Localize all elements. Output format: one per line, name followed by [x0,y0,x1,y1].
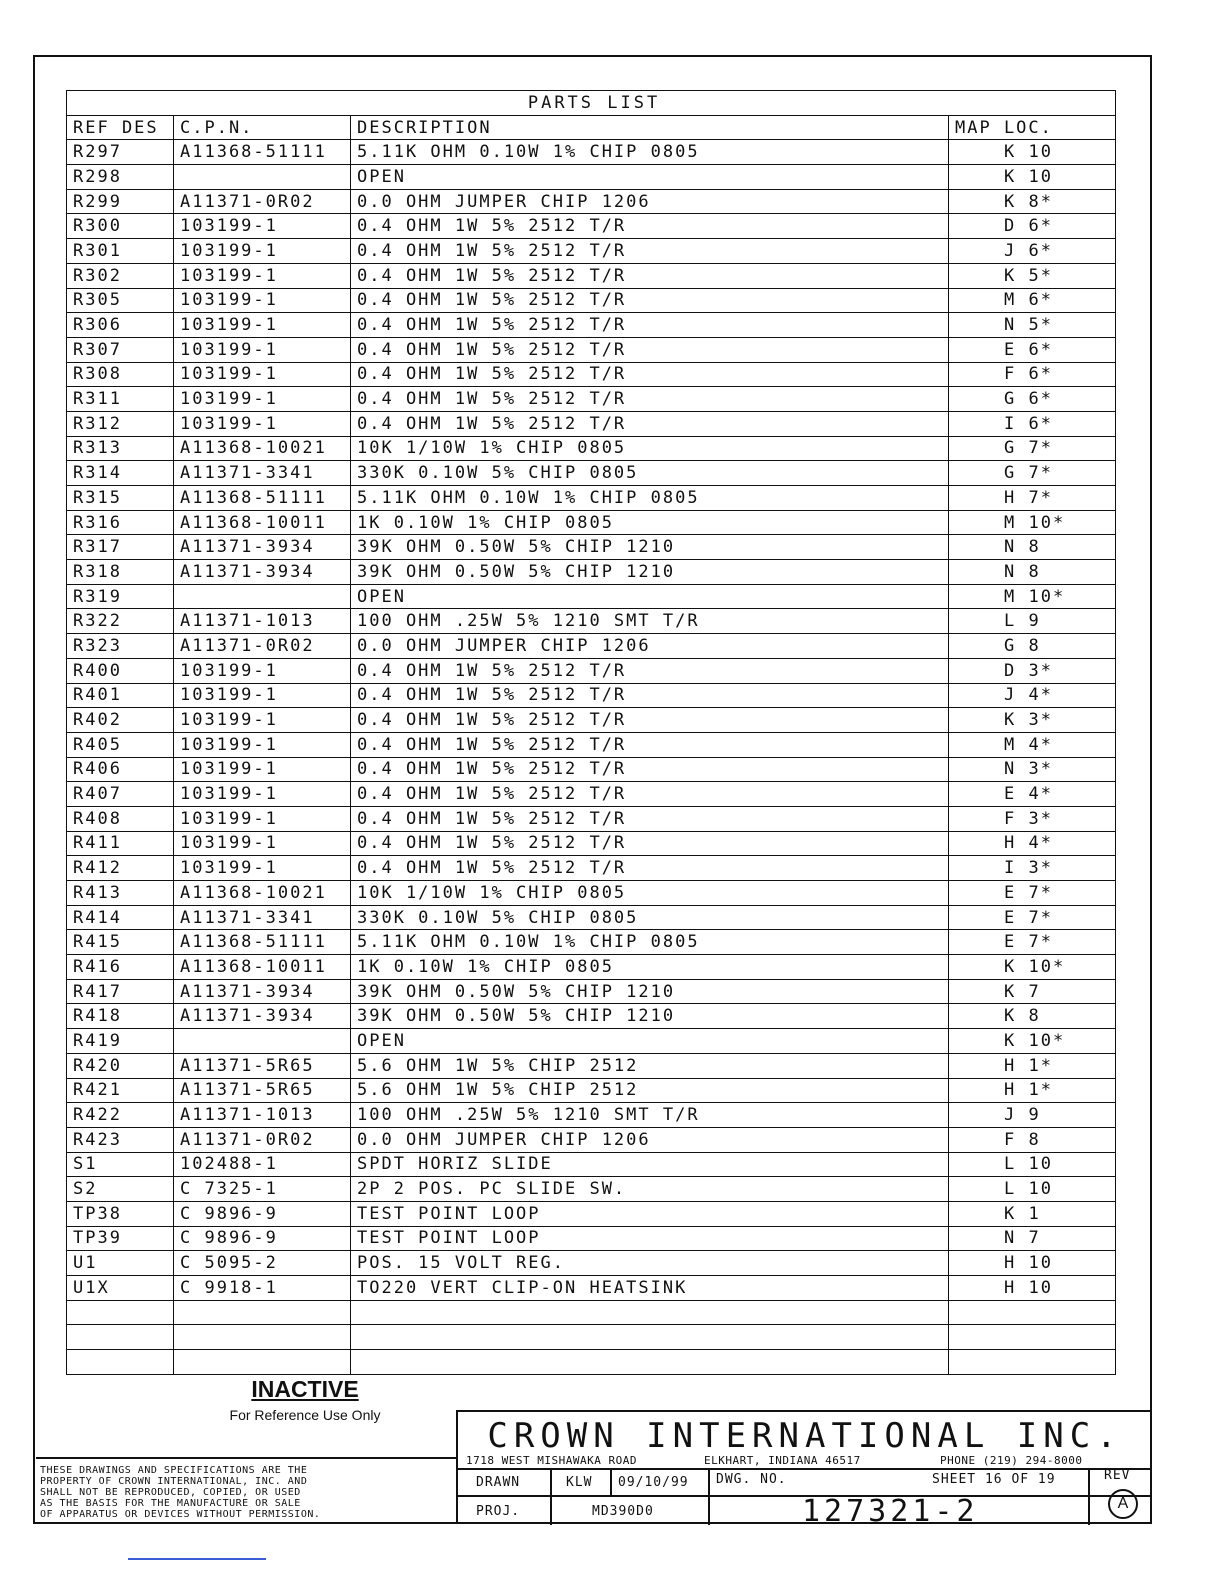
map-loc-cell: K 8 [949,1004,1116,1029]
map-loc-cell: G 6* [949,387,1116,412]
description-cell: 0.4 OHM 1W 5% 2512 T/R [351,856,949,881]
map-loc-cell: D 3* [949,658,1116,683]
table-row [67,189,1116,214]
table-row [67,584,1116,609]
description-cell: 0.4 OHM 1W 5% 2512 T/R [351,387,949,412]
table-row [67,313,1116,338]
ref-des-cell: R314 [67,461,174,486]
cpn-cell: A11368-51111 [174,140,351,165]
map-loc-cell: G 8 [949,634,1116,659]
map-loc-cell: F 3* [949,806,1116,831]
table-row [67,1177,1116,1202]
description-cell: 39K OHM 0.50W 5% CHIP 1210 [351,979,949,1004]
ref-des-cell: R407 [67,782,174,807]
map-loc-cell: F 8 [949,1127,1116,1152]
description-cell: 0.4 OHM 1W 5% 2512 T/R [351,263,949,288]
company-phone: PHONE (219) 294-8000 [940,1454,1083,1467]
table-row [67,1201,1116,1226]
map-loc-cell: E 4* [949,782,1116,807]
map-loc-cell: G 7* [949,461,1116,486]
description-cell: POS. 15 VOLT REG. [351,1251,949,1276]
description-cell: 1K 0.10W 1% CHIP 0805 [351,510,949,535]
cpn-cell: A11371-1013 [174,609,351,634]
table-row [67,1350,1116,1375]
map-loc-cell: N 7 [949,1226,1116,1251]
notice-line: AS THE BASIS FOR THE MANUFACTURE OR SALE [40,1498,301,1509]
description-cell [351,1350,949,1375]
map-loc-cell: I 3* [949,856,1116,881]
map-loc-cell: M 6* [949,288,1116,313]
table-row [67,955,1116,980]
cpn-cell: 103199-1 [174,856,351,881]
cpn-cell: A11371-0R02 [174,634,351,659]
description-cell: 330K 0.10W 5% CHIP 0805 [351,461,949,486]
map-loc-cell: L 10 [949,1152,1116,1177]
cpn-cell: A11371-0R02 [174,189,351,214]
cpn-cell: A11371-3934 [174,979,351,1004]
description-cell: 0.4 OHM 1W 5% 2512 T/R [351,757,949,782]
description-cell: 0.4 OHM 1W 5% 2512 T/R [351,313,949,338]
table-row [67,1226,1116,1251]
ref-des-cell: R414 [67,905,174,930]
ref-des-cell: R421 [67,1078,174,1103]
ref-des-cell: R315 [67,486,174,511]
description-cell: OPEN [351,165,949,190]
divider [610,1468,612,1495]
ref-des-cell: R400 [67,658,174,683]
cpn-cell: 103199-1 [174,239,351,264]
cpn-cell: A11371-3341 [174,461,351,486]
cpn-cell: 103199-1 [174,683,351,708]
margin-mark [128,1558,266,1560]
title-block [456,1410,1150,1529]
map-loc-cell: H 4* [949,831,1116,856]
table-row [67,510,1116,535]
table-row [67,881,1116,906]
divider [708,1468,710,1525]
ref-des-cell [67,1300,174,1325]
table-row [67,436,1116,461]
description-cell: 39K OHM 0.50W 5% CHIP 1210 [351,1004,949,1029]
ref-des-cell: R402 [67,708,174,733]
property-notice [36,1457,456,1523]
ref-des-cell: R306 [67,313,174,338]
table-row [67,1053,1116,1078]
table-row [67,1078,1116,1103]
map-loc-cell: K 1 [949,1201,1116,1226]
ref-des-cell: R313 [67,436,174,461]
table-row [67,1004,1116,1029]
ref-des-cell: R317 [67,535,174,560]
map-loc-cell: H 1* [949,1078,1116,1103]
divider [550,1468,552,1525]
ref-des-cell: R406 [67,757,174,782]
ref-des-cell: R411 [67,831,174,856]
ref-des-cell: R323 [67,634,174,659]
table-row [67,757,1116,782]
table-title: PARTS LIST [67,91,1116,116]
description-cell [351,1300,949,1325]
ref-des-cell: R302 [67,263,174,288]
drawn-date: 09/10/99 [618,1475,689,1490]
map-loc-cell: G 7* [949,436,1116,461]
description-cell: 10K 1/10W 1% CHIP 0805 [351,436,949,461]
ref-des-cell: R322 [67,609,174,634]
company-city: ELKHART, INDIANA 46517 [704,1454,861,1467]
cpn-cell: 103199-1 [174,362,351,387]
ref-des-cell: R418 [67,1004,174,1029]
description-cell: 0.4 OHM 1W 5% 2512 T/R [351,288,949,313]
map-loc-cell: K 10 [949,140,1116,165]
description-cell: TEST POINT LOOP [351,1201,949,1226]
map-loc-cell: N 5* [949,313,1116,338]
map-loc-cell: E 7* [949,930,1116,955]
header-description: DESCRIPTION [351,115,949,140]
ref-des-cell: R319 [67,584,174,609]
description-cell: 5.6 OHM 1W 5% CHIP 2512 [351,1078,949,1103]
cpn-cell: 103199-1 [174,831,351,856]
cpn-cell: 103199-1 [174,708,351,733]
ref-des-cell: R316 [67,510,174,535]
map-loc-cell: H 7* [949,486,1116,511]
map-loc-cell: K 10 [949,165,1116,190]
table-row [67,831,1116,856]
dwg-label: DWG. NO. [716,1472,787,1487]
description-cell: 0.4 OHM 1W 5% 2512 T/R [351,732,949,757]
header-map-loc: MAP LOC. [949,115,1116,140]
description-cell [351,1325,949,1350]
header-cpn: C.P.N. [174,115,351,140]
drawing-number: 127321-2 [802,1494,979,1529]
table-row [67,708,1116,733]
description-cell: 5.11K OHM 0.10W 1% CHIP 0805 [351,930,949,955]
table-row [67,486,1116,511]
map-loc-cell: N 3* [949,757,1116,782]
cpn-cell: A11368-51111 [174,486,351,511]
cpn-cell: 103199-1 [174,263,351,288]
description-cell: 0.4 OHM 1W 5% 2512 T/R [351,708,949,733]
cpn-cell: A11368-10011 [174,510,351,535]
cpn-cell: 103199-1 [174,782,351,807]
map-loc-cell [949,1325,1116,1350]
table-row [67,634,1116,659]
cpn-cell: A11371-3341 [174,905,351,930]
cpn-cell: A11368-51111 [174,930,351,955]
cpn-cell [174,165,351,190]
table-row [67,362,1116,387]
cpn-cell: 103199-1 [174,757,351,782]
ref-des-cell: R422 [67,1103,174,1128]
table-row [67,1325,1116,1350]
ref-des-cell: R412 [67,856,174,881]
cpn-cell: C 9918-1 [174,1276,351,1301]
table-row [67,905,1116,930]
cpn-cell: 103199-1 [174,214,351,239]
ref-des-cell: R405 [67,732,174,757]
description-cell: 0.4 OHM 1W 5% 2512 T/R [351,658,949,683]
notice-line: THESE DRAWINGS AND SPECIFICATIONS ARE THE [40,1465,308,1476]
cpn-cell: 103199-1 [174,411,351,436]
ref-des-cell: TP38 [67,1201,174,1226]
map-loc-cell: E 7* [949,881,1116,906]
table-row [67,337,1116,362]
map-loc-cell [949,1300,1116,1325]
ref-des-cell: R413 [67,881,174,906]
description-cell: 0.4 OHM 1W 5% 2512 T/R [351,683,949,708]
table-row [67,732,1116,757]
description-cell: OPEN [351,1029,949,1054]
description-cell: 5.11K OHM 0.10W 1% CHIP 0805 [351,140,949,165]
map-loc-cell: K 7 [949,979,1116,1004]
table-row [67,214,1116,239]
company-name: CROWN INTERNATIONAL INC. [487,1416,1123,1456]
description-cell: 10K 1/10W 1% CHIP 0805 [351,881,949,906]
table-row [67,1103,1116,1128]
ref-des-cell: R311 [67,387,174,412]
rev-label: REV [1104,1468,1131,1483]
inactive-label: INACTIVE [251,1376,359,1402]
notice-line: OF APPARATUS OR DEVICES WITHOUT PERMISSION. [40,1509,321,1520]
ref-des-cell: R415 [67,930,174,955]
description-cell: 0.0 OHM JUMPER CHIP 1206 [351,1127,949,1152]
header-ref-des: REF DES [67,115,174,140]
ref-des-cell: R297 [67,140,174,165]
map-loc-cell: K 10* [949,1029,1116,1054]
table-row [67,1029,1116,1054]
map-loc-cell: H 10 [949,1251,1116,1276]
description-cell: 0.4 OHM 1W 5% 2512 T/R [351,337,949,362]
table-row [67,658,1116,683]
map-loc-cell: E 7* [949,905,1116,930]
description-cell: 0.4 OHM 1W 5% 2512 T/R [351,411,949,436]
cpn-cell: A11371-0R02 [174,1127,351,1152]
table-header-row [67,115,1116,140]
cpn-cell: A11371-5R65 [174,1078,351,1103]
ref-des-cell: R419 [67,1029,174,1054]
description-cell: TO220 VERT CLIP-ON HEATSINK [351,1276,949,1301]
map-loc-cell: I 6* [949,411,1116,436]
sheet-number: SHEET 16 OF 19 [932,1472,1056,1487]
ref-des-cell: R420 [67,1053,174,1078]
description-cell: 0.4 OHM 1W 5% 2512 T/R [351,362,949,387]
table-row [67,560,1116,585]
ref-des-cell: R401 [67,683,174,708]
table-row [67,806,1116,831]
map-loc-cell: J 6* [949,239,1116,264]
map-loc-cell: K 5* [949,263,1116,288]
cpn-cell: A11368-10021 [174,436,351,461]
map-loc-cell: K 8* [949,189,1116,214]
ref-des-cell [67,1350,174,1375]
ref-des-cell: R312 [67,411,174,436]
table-row [67,288,1116,313]
cpn-cell: C 9896-9 [174,1201,351,1226]
cpn-cell: A11371-3934 [174,535,351,560]
ref-des-cell: U1 [67,1251,174,1276]
table-row [67,1276,1116,1301]
description-cell: 5.11K OHM 0.10W 1% CHIP 0805 [351,486,949,511]
drawn-label: DRAWN [476,1475,521,1490]
map-loc-cell: N 8 [949,535,1116,560]
cpn-cell: A11368-10021 [174,881,351,906]
table-row [67,856,1116,881]
cpn-cell [174,1350,351,1375]
cpn-cell [174,1300,351,1325]
rev-value: A [1108,1489,1138,1519]
description-cell: 100 OHM .25W 5% 1210 SMT T/R [351,1103,949,1128]
cpn-cell: A11371-1013 [174,1103,351,1128]
table-row [67,930,1116,955]
cpn-cell: C 7325-1 [174,1177,351,1202]
ref-des-cell: R301 [67,239,174,264]
map-loc-cell: M 10* [949,584,1116,609]
parts-list-table [66,90,1116,1375]
cpn-cell: 103199-1 [174,732,351,757]
cpn-cell: C 9896-9 [174,1226,351,1251]
map-loc-cell: N 8 [949,560,1116,585]
cpn-cell: 103199-1 [174,313,351,338]
description-cell: SPDT HORIZ SLIDE [351,1152,949,1177]
map-loc-cell: E 6* [949,337,1116,362]
proj-value: MD390D0 [592,1504,654,1519]
inactive-stamp [200,1376,410,1423]
description-cell: 100 OHM .25W 5% 1210 SMT T/R [351,609,949,634]
proj-label: PROJ. [476,1504,521,1519]
map-loc-cell: D 6* [949,214,1116,239]
cpn-cell: 103199-1 [174,387,351,412]
cpn-cell: A11371-3934 [174,1004,351,1029]
table-row [67,782,1116,807]
description-cell: 2P 2 POS. PC SLIDE SW. [351,1177,949,1202]
table-row [67,609,1116,634]
table-row [67,1127,1116,1152]
description-cell: 1K 0.10W 1% CHIP 0805 [351,955,949,980]
cpn-cell [174,584,351,609]
map-loc-cell: H 10 [949,1276,1116,1301]
cpn-cell: 103199-1 [174,288,351,313]
cpn-cell [174,1029,351,1054]
ref-des-cell: R300 [67,214,174,239]
cpn-cell: A11371-3934 [174,560,351,585]
ref-des-cell: R417 [67,979,174,1004]
table-row [67,979,1116,1004]
cpn-cell: 103199-1 [174,337,351,362]
parts-list-body [67,140,1116,1374]
description-cell: 39K OHM 0.50W 5% CHIP 1210 [351,560,949,585]
drawn-by: KLW [566,1475,593,1490]
ref-des-cell [67,1325,174,1350]
cpn-cell: 103199-1 [174,658,351,683]
description-cell: 0.4 OHM 1W 5% 2512 T/R [351,831,949,856]
description-cell: 0.4 OHM 1W 5% 2512 T/R [351,214,949,239]
description-cell: 0.0 OHM JUMPER CHIP 1206 [351,634,949,659]
table-row [67,165,1116,190]
map-loc-cell: J 4* [949,683,1116,708]
table-row [67,683,1116,708]
description-cell: 0.4 OHM 1W 5% 2512 T/R [351,806,949,831]
description-cell: TEST POINT LOOP [351,1226,949,1251]
map-loc-cell: K 3* [949,708,1116,733]
map-loc-cell: J 9 [949,1103,1116,1128]
table-row [67,387,1116,412]
map-loc-cell: F 6* [949,362,1116,387]
ref-des-cell: R298 [67,165,174,190]
cpn-cell: A11368-10011 [174,955,351,980]
ref-des-cell: R307 [67,337,174,362]
cpn-cell: 102488-1 [174,1152,351,1177]
ref-des-cell: R416 [67,955,174,980]
table-row [67,1251,1116,1276]
map-loc-cell: M 4* [949,732,1116,757]
table-row [67,1152,1116,1177]
map-loc-cell: L 10 [949,1177,1116,1202]
description-cell: OPEN [351,584,949,609]
cpn-cell: 103199-1 [174,806,351,831]
description-cell: 0.4 OHM 1W 5% 2512 T/R [351,239,949,264]
company-address: 1718 WEST MISHAWAKA ROAD [466,1454,637,1467]
map-loc-cell: K 10* [949,955,1116,980]
table-row [67,535,1116,560]
ref-des-cell: R318 [67,560,174,585]
table-row [67,239,1116,264]
description-cell: 39K OHM 0.50W 5% CHIP 1210 [351,535,949,560]
description-cell: 0.4 OHM 1W 5% 2512 T/R [351,782,949,807]
map-loc-cell [949,1350,1116,1375]
table-row [67,140,1116,165]
ref-des-cell: TP39 [67,1226,174,1251]
ref-des-cell: S2 [67,1177,174,1202]
description-cell: 330K 0.10W 5% CHIP 0805 [351,905,949,930]
description-cell: 5.6 OHM 1W 5% CHIP 2512 [351,1053,949,1078]
ref-des-cell: S1 [67,1152,174,1177]
cpn-cell: A11371-5R65 [174,1053,351,1078]
map-loc-cell: L 9 [949,609,1116,634]
map-loc-cell: M 10* [949,510,1116,535]
ref-des-cell: U1X [67,1276,174,1301]
ref-des-cell: R308 [67,362,174,387]
ref-des-cell: R299 [67,189,174,214]
reference-note: For Reference Use Only [229,1407,381,1423]
notice-line: SHALL NOT BE REPRODUCED, COPIED, OR USED [40,1487,301,1498]
notice-line: PROPERTY OF CROWN INTERNATIONAL, INC. AND [40,1476,308,1487]
ref-des-cell: R408 [67,806,174,831]
ref-des-cell: R423 [67,1127,174,1152]
table-row [67,461,1116,486]
divider [458,1468,1152,1470]
divider [1088,1468,1090,1525]
ref-des-cell: R305 [67,288,174,313]
cpn-cell [174,1325,351,1350]
table-row [67,411,1116,436]
table-row [67,1300,1116,1325]
cpn-cell: C 5095-2 [174,1251,351,1276]
description-cell: 0.0 OHM JUMPER CHIP 1206 [351,189,949,214]
map-loc-cell: H 1* [949,1053,1116,1078]
table-row [67,263,1116,288]
